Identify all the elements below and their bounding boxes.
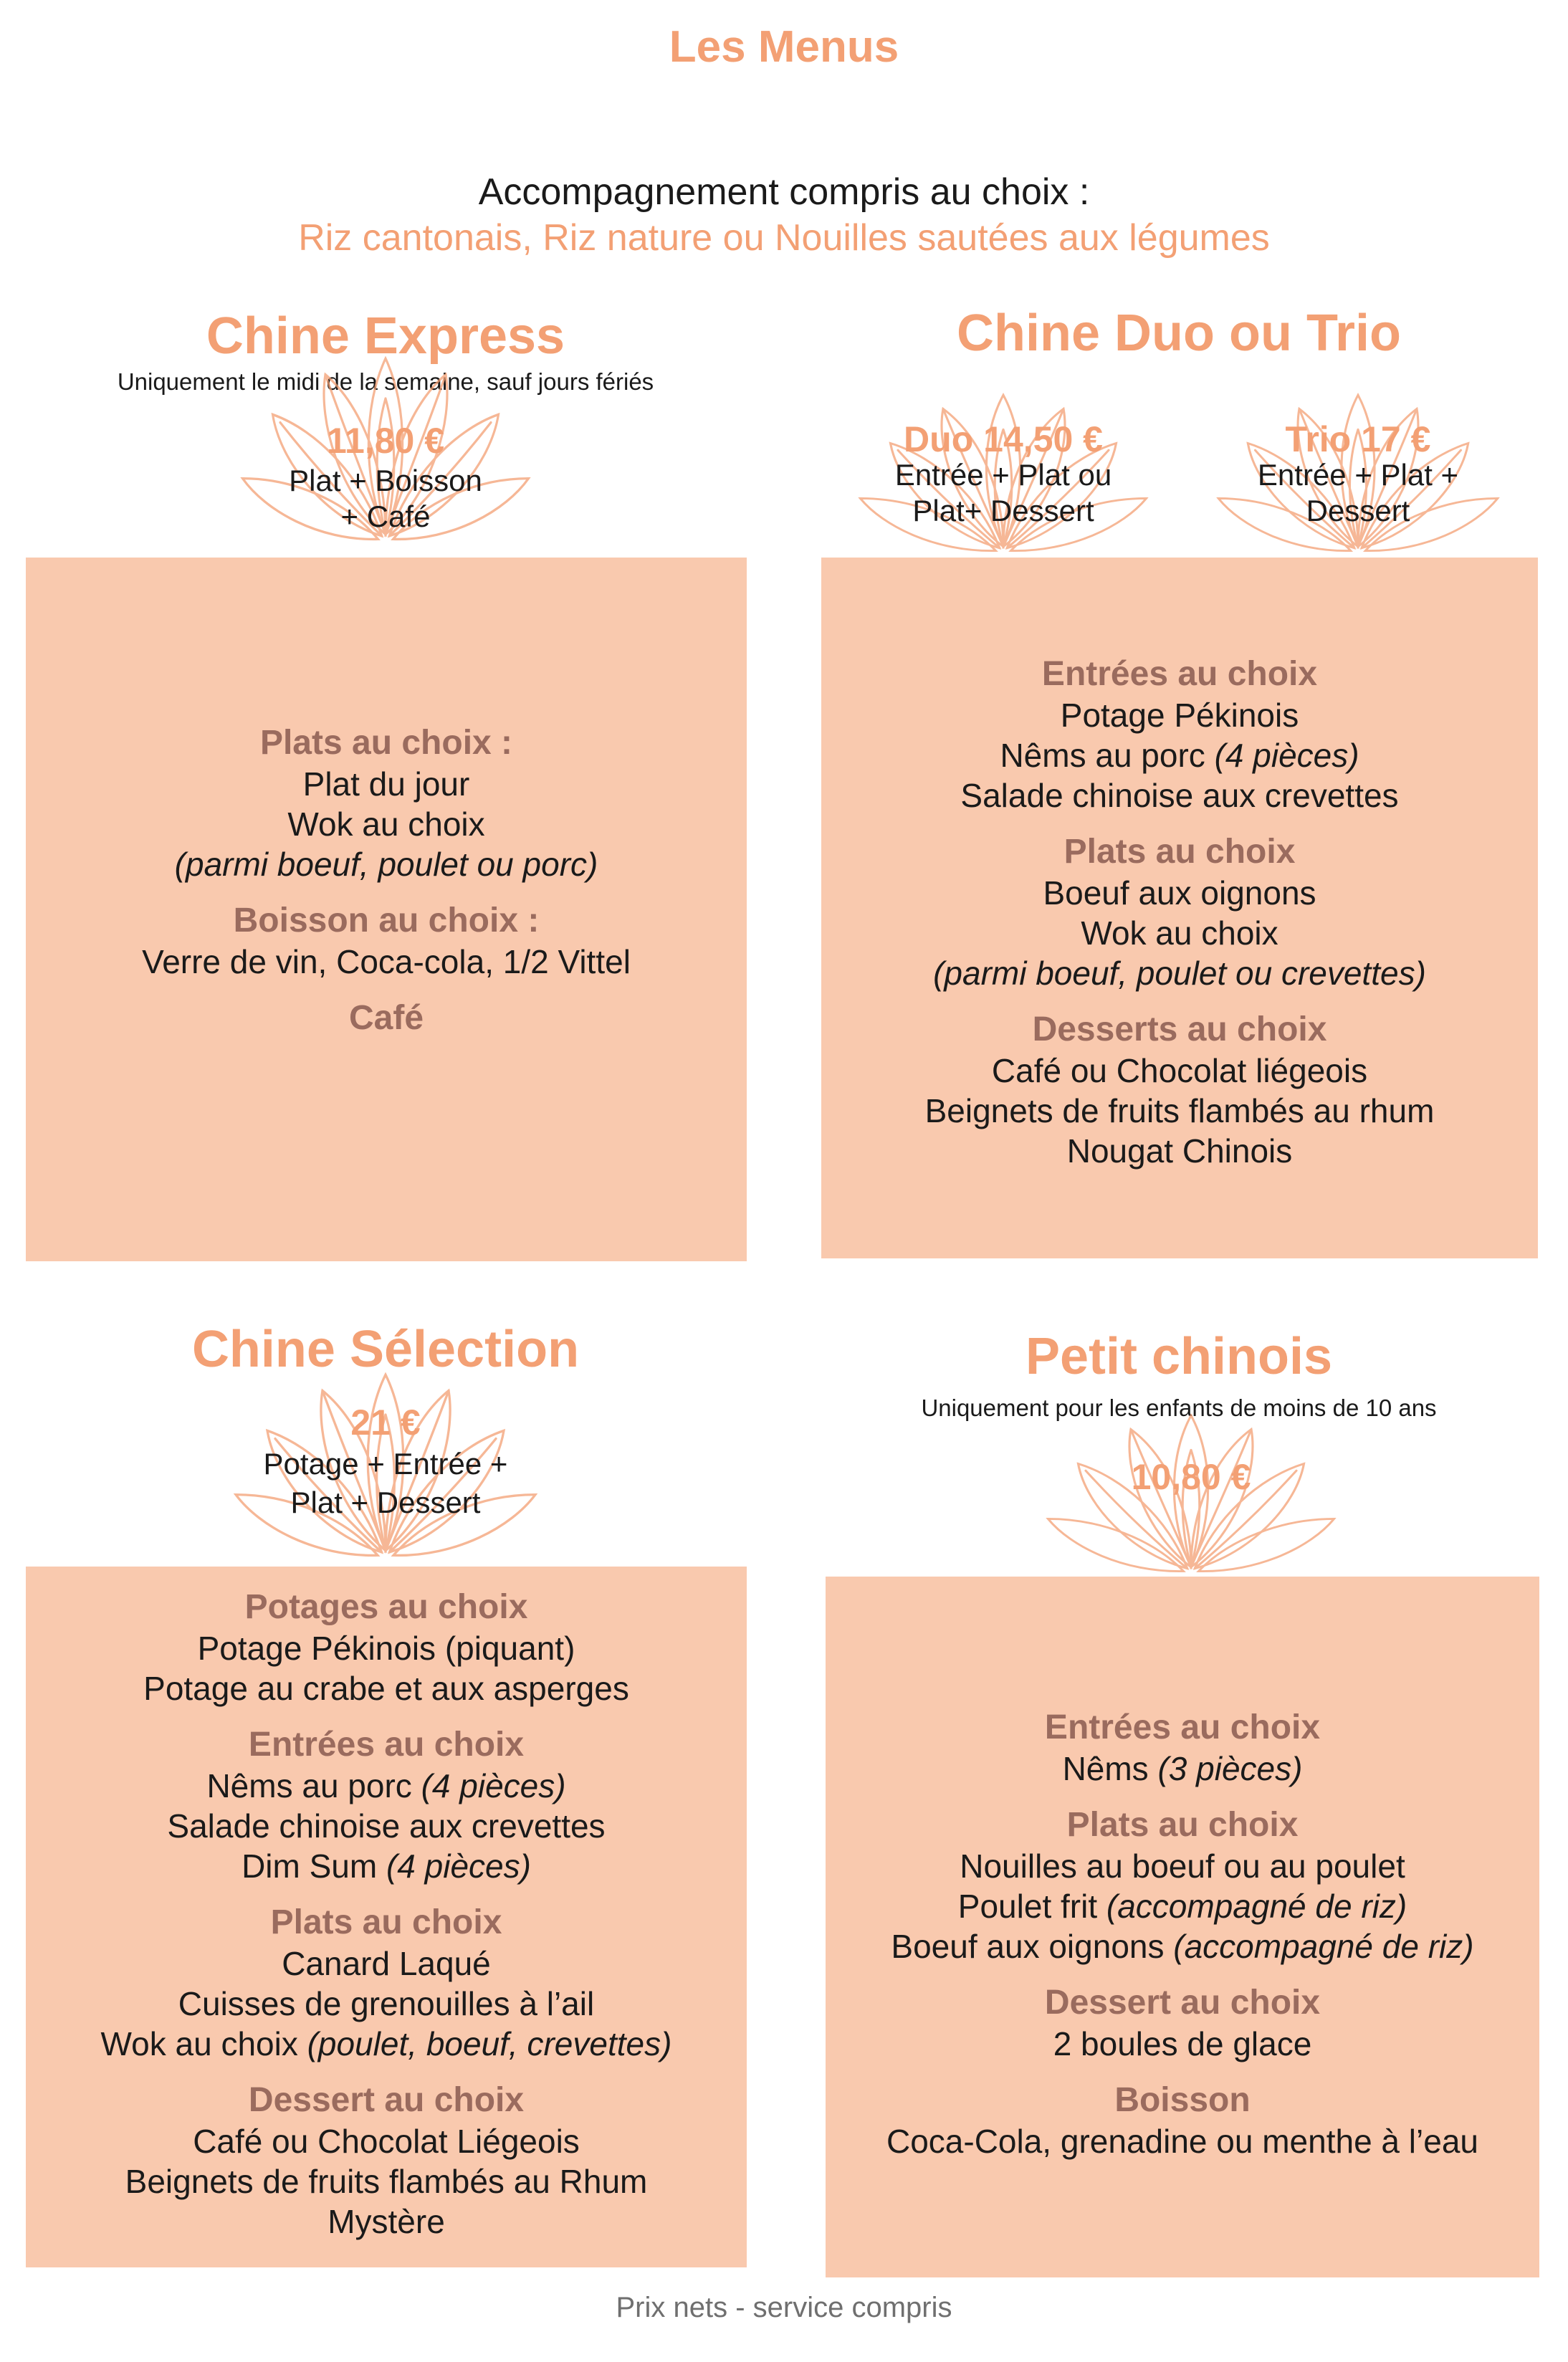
petit-item-note: (accompagné de riz) <box>1106 1888 1407 1925</box>
duo-item: Salade chinoise aux crevettes <box>960 777 1399 814</box>
express-section-title: Plats au choix : <box>259 724 513 762</box>
petit-item: Poulet frit <box>957 1888 1098 1925</box>
duo-item: Beignets de fruits flambés au rhum <box>924 1092 1435 1129</box>
selection-section-title: Dessert au choix <box>248 2081 525 2119</box>
express-section-title: Boisson au choix : <box>233 902 540 939</box>
duo-section-title: Plats au choix <box>1063 833 1296 871</box>
selection-item-note: (4 pièces) <box>421 1767 566 1804</box>
duo-item: Café ou Chocolat liégeois <box>991 1052 1368 1089</box>
selection-item: Potage Pékinois (piquant) <box>197 1630 575 1667</box>
selection-title: Chine Sélection <box>191 1321 580 1378</box>
duo-item: Nêms au porc <box>1000 737 1205 774</box>
selection-section-title: Entrées au choix <box>248 1726 525 1764</box>
selection-menu-box <box>26 1567 747 2267</box>
petit-menu-box <box>826 1577 1539 2277</box>
selection-item: Wok au choix <box>100 2025 298 2062</box>
express-item: Wok au choix <box>287 805 485 843</box>
petit-section-title: Boisson <box>1114 2081 1251 2119</box>
selection-item-note: (poulet, boeuf, crevettes) <box>307 2025 672 2062</box>
duo-item: Wok au choix <box>1081 914 1278 952</box>
express-item: Plat du jour <box>302 765 470 803</box>
petit-note: Uniquement pour les enfants de moins de 10 ans <box>921 1395 1437 1421</box>
petit-item: 2 boules de glace <box>1053 2025 1312 2062</box>
selection-desc-2: Plat + Dessert <box>290 1486 481 1519</box>
selection-item: Potage au crabe et aux asperges <box>143 1670 629 1707</box>
petit-item-note: (accompagné de riz) <box>1173 1928 1474 1965</box>
duo-item: Potage Pékinois <box>1060 697 1299 734</box>
trio-desc-2: Dessert <box>1306 494 1410 527</box>
intro-line-1: Accompagnement compris au choix : <box>478 171 1090 213</box>
selection-item: Nêms au porc <box>206 1767 412 1804</box>
petit-item: Boeuf aux oignons <box>891 1928 1165 1965</box>
duo-price: Duo 14,50 € <box>904 419 1103 459</box>
selection-desc-1: Potage + Entrée + <box>263 1447 508 1481</box>
petit-section-title: Entrées au choix <box>1044 1708 1321 1746</box>
express-desc-2: + Café <box>340 499 431 533</box>
petit-price: 10,80 € <box>1131 1457 1251 1497</box>
express-price: 11,80 € <box>326 421 445 461</box>
selection-item: Salade chinoise aux crevettes <box>167 1807 606 1845</box>
petit-item: Nouilles au boeuf ou au poulet <box>960 1847 1405 1885</box>
express-desc-1: Plat + Boisson <box>289 464 482 497</box>
selection-section-title: Potages au choix <box>244 1588 528 1626</box>
selection-price: 21 € <box>350 1402 421 1443</box>
trio-price: Trio 17 € <box>1285 419 1431 459</box>
selection-item: Cuisses de grenouilles à l’ail <box>178 1985 595 2022</box>
selection-section-title: Plats au choix <box>270 1903 502 1941</box>
express-item-note: (parmi boeuf, poulet ou porc) <box>174 846 598 883</box>
selection-item: Mystère <box>328 2203 445 2240</box>
page-title: Les Menus <box>669 22 899 72</box>
petit-title: Petit chinois <box>1025 1328 1333 1385</box>
petit-item: Nêms <box>1062 1750 1149 1787</box>
duo-item-note: (4 pièces) <box>1214 737 1359 774</box>
petit-item: Coca-Cola, grenadine ou menthe à l’eau <box>886 2123 1478 2160</box>
express-section-title: Café <box>348 999 424 1037</box>
duo-section-title: Entrées au choix <box>1041 655 1318 693</box>
duo-item: Nougat Chinois <box>1066 1132 1293 1170</box>
intro-line-2: Riz cantonais, Riz nature ou Nouilles sautées aux légumes <box>298 217 1270 259</box>
duo-desc-1: Entrée + Plat ou <box>894 458 1112 492</box>
selection-item: Canard Laqué <box>282 1945 491 1982</box>
duo-item: Boeuf aux oignons <box>1043 874 1316 912</box>
petit-section-title: Dessert au choix <box>1044 1984 1321 2022</box>
footer-note: Prix nets - service compris <box>616 2292 952 2323</box>
express-menu-box <box>26 558 747 1261</box>
duo-desc-2: Plat+ Dessert <box>912 494 1094 527</box>
express-note: Uniquement le midi de la semaine, sauf jours fériés <box>117 368 654 395</box>
trio-desc-1: Entrée + Plat + <box>1257 458 1459 492</box>
express-item: Verre de vin, Coca-cola, 1/2 Vittel <box>142 943 631 980</box>
duo-item-note: (parmi boeuf, poulet ou crevettes) <box>933 955 1426 992</box>
selection-item: Beignets de fruits flambés au Rhum <box>125 2163 648 2200</box>
duo-trio-menu-box <box>821 558 1538 1258</box>
duo-trio-title: Chine Duo ou Trio <box>957 305 1401 362</box>
express-title: Chine Express <box>206 307 565 365</box>
petit-section-title: Plats au choix <box>1066 1806 1299 1844</box>
duo-section-title: Desserts au choix <box>1032 1010 1327 1048</box>
selection-item-note: (4 pièces) <box>386 1847 531 1885</box>
selection-item: Café ou Chocolat Liégeois <box>193 2123 580 2160</box>
petit-item-note: (3 pièces) <box>1157 1750 1303 1787</box>
selection-item: Dim Sum <box>242 1847 378 1885</box>
